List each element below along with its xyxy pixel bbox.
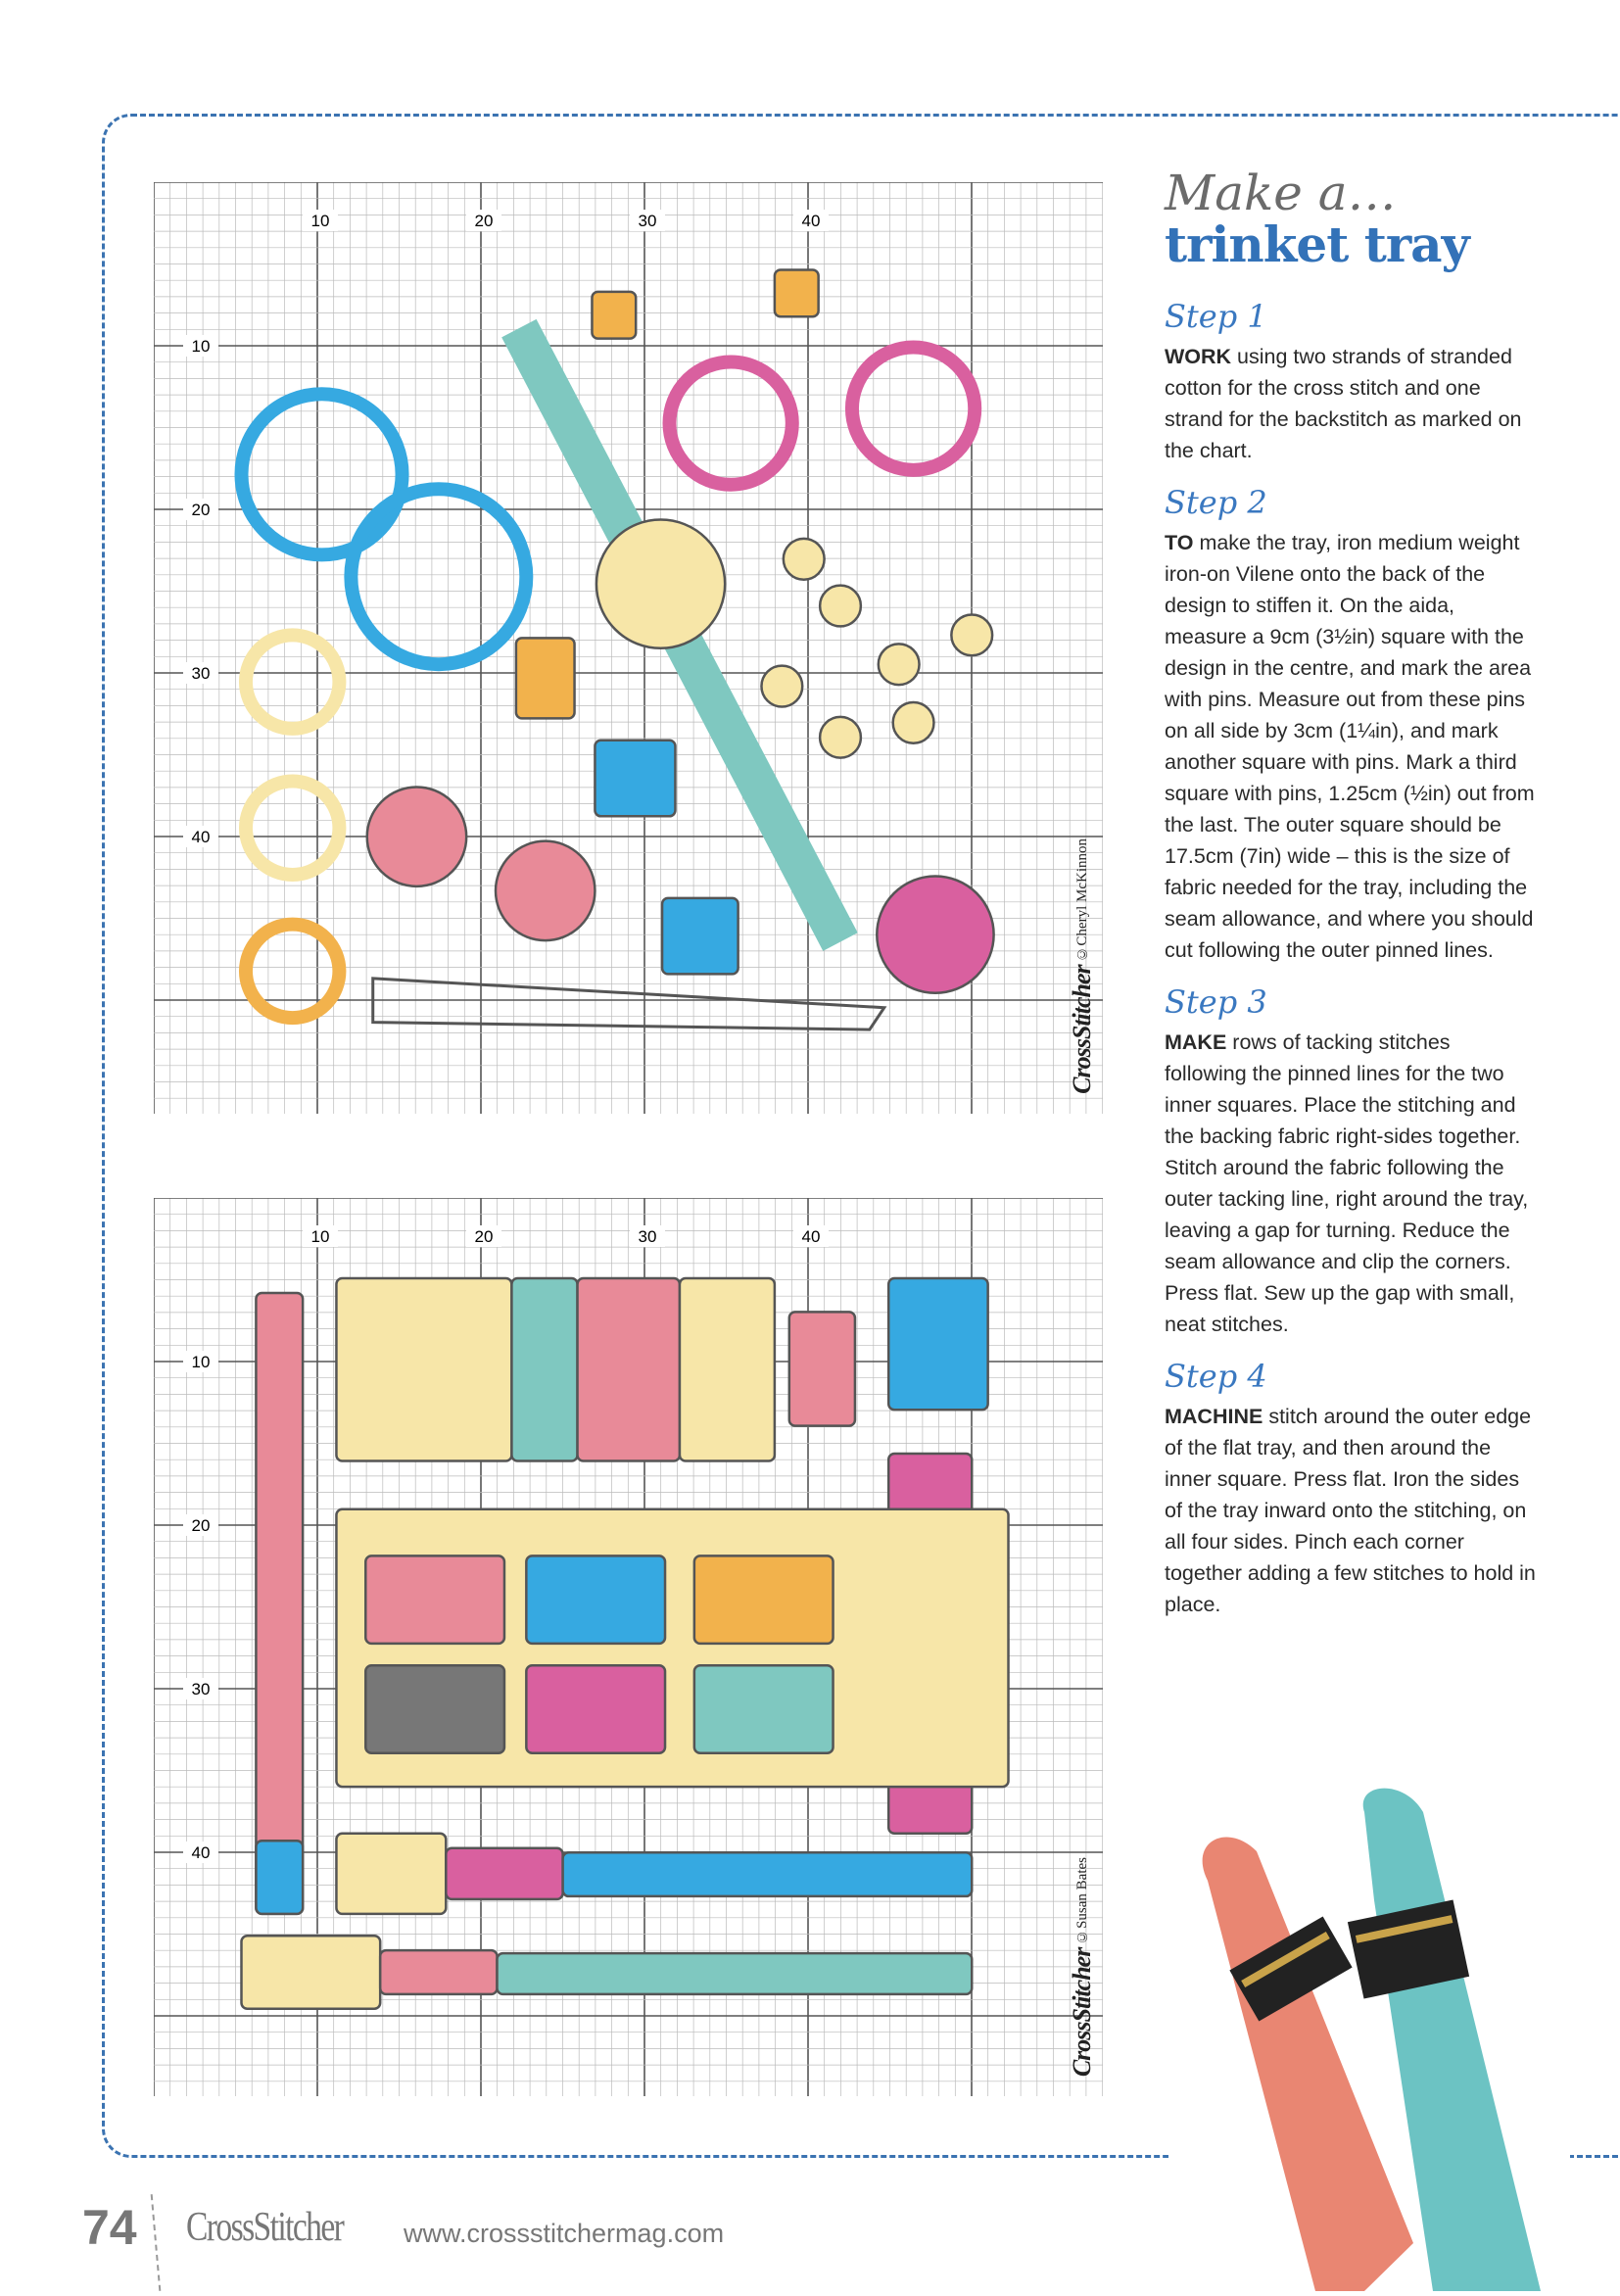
yellow-bead bbox=[820, 586, 861, 627]
brush-2-ferrule bbox=[380, 1950, 497, 1994]
y-tick-label: 40 bbox=[191, 1843, 211, 1862]
orange-star bbox=[592, 292, 636, 339]
x-tick-label: 10 bbox=[310, 1227, 330, 1246]
palette-pad-grey bbox=[365, 1665, 504, 1752]
step-4 bbox=[1165, 1358, 1537, 1620]
brush-2-handle bbox=[498, 1953, 973, 1994]
step-text: WORK using two strands of stranded cotton for the cross stitch and one strand for the backstitch as marked on the chart. bbox=[1165, 345, 1522, 462]
blue-ring bbox=[241, 394, 402, 554]
orange-ring bbox=[246, 925, 339, 1018]
yellow-ring bbox=[246, 635, 339, 728]
x-tick-label: 20 bbox=[474, 1227, 494, 1246]
yellow-bead bbox=[879, 644, 920, 685]
x-tick-label: 10 bbox=[310, 212, 330, 230]
y-tick-label: 20 bbox=[191, 1516, 211, 1535]
footer-divider bbox=[151, 2194, 162, 2291]
x-tick-label: 40 bbox=[801, 212, 821, 230]
x-tick-label: 30 bbox=[638, 212, 657, 230]
blue-bow bbox=[888, 1278, 987, 1410]
chart-2-grid bbox=[154, 1198, 1103, 2096]
yellow-bead bbox=[784, 539, 825, 580]
palette-pad-magenta bbox=[526, 1665, 665, 1752]
step-2 bbox=[1165, 484, 1537, 966]
brush-1-handle bbox=[563, 1852, 973, 1896]
instructions-column bbox=[1165, 167, 1537, 1638]
pink-horseshoe bbox=[852, 348, 975, 470]
brush-1-bristles bbox=[336, 1834, 446, 1914]
blue-bell bbox=[662, 898, 739, 975]
brush-2-bristles bbox=[241, 1936, 380, 2009]
cross-stitch-chart-1 bbox=[154, 182, 1103, 1114]
yellow-bead bbox=[951, 614, 992, 655]
y-tick-label: 40 bbox=[191, 828, 211, 846]
embroidery-threads-photo bbox=[1168, 1783, 1570, 2291]
y-tick-label: 20 bbox=[191, 501, 211, 519]
chart-1-credit: CrossStitcher ©Cheryl McKinnon bbox=[1068, 838, 1096, 1094]
pink-pencil bbox=[256, 1293, 303, 1914]
step-1 bbox=[1165, 298, 1537, 466]
step-heading: Step 1 bbox=[1165, 298, 1267, 335]
x-tick-label: 30 bbox=[638, 1227, 657, 1246]
bottle-pink bbox=[578, 1278, 680, 1460]
blue-bell bbox=[595, 741, 675, 817]
palette-pad-orange bbox=[694, 1555, 834, 1643]
yellow-ring bbox=[246, 782, 339, 875]
bottle-teal bbox=[511, 1278, 577, 1460]
step-heading: Step 3 bbox=[1165, 983, 1267, 1021]
palette-pad-pink bbox=[365, 1555, 504, 1643]
cross-stitch-chart-2 bbox=[154, 1198, 1103, 2096]
step-3 bbox=[1165, 983, 1537, 1340]
yellow-bead bbox=[820, 717, 861, 758]
step-heading: Step 4 bbox=[1165, 1358, 1267, 1395]
blue-ring bbox=[351, 489, 526, 664]
pink-horseshoe bbox=[669, 361, 791, 484]
pink-spoon bbox=[877, 876, 993, 992]
bottle-neck bbox=[680, 1278, 775, 1460]
y-tick-label: 30 bbox=[191, 1680, 211, 1698]
step-text: TO make the tray, iron medium weight iron-on Vilene onto the back of the design to stiffen it. On the aida, measure a 9cm (3½in) square with the design in the centre, and mark the area with pins. Measure out from these pins on all side by 3cm (1¼in), and mark another square with pins. Mark a third square with pins, 1.25cm (½in) out from the last. The outer square should be 17.5cm (7in) wide – this is the size of fabric needed for the tray, including the seam allowance, and where you should cut following the outer pinned lines. bbox=[1165, 531, 1535, 962]
bottle-cap bbox=[789, 1312, 855, 1425]
magazine-logo: CrossStitcher bbox=[186, 2205, 344, 2250]
palette-pad-blue bbox=[526, 1555, 665, 1643]
page-number: 74 bbox=[82, 2200, 137, 2255]
yellow-clock bbox=[596, 520, 725, 648]
bottle-yellow bbox=[336, 1278, 511, 1460]
step-heading: Step 2 bbox=[1165, 484, 1267, 521]
pink-bottle bbox=[496, 841, 595, 940]
y-tick-label: 10 bbox=[191, 1353, 211, 1371]
x-tick-label: 20 bbox=[474, 212, 494, 230]
y-tick-label: 10 bbox=[191, 337, 211, 356]
yellow-bead bbox=[761, 666, 802, 707]
chart-1-grid bbox=[154, 182, 1103, 1114]
pencil-blue-end bbox=[256, 1841, 303, 1914]
step-text: MAKE rows of tacking stitches following the pinned lines for the two inner squares. Place the stitching and the backing fabric right-sides together. Stitch around the fabric following the outer tacking line, right around the tray, leaving a gap for turning. Reduce the seam allowance and clip the corners. Press flat. Sew up the gap with small, neat stitches. bbox=[1165, 1030, 1529, 1336]
article-kicker: Make a… bbox=[1165, 165, 1397, 221]
orange-star bbox=[775, 269, 819, 316]
x-tick-label: 40 bbox=[801, 1227, 821, 1246]
magazine-url[interactable]: www.crossstitchermag.com bbox=[404, 2219, 725, 2248]
brush-1-ferrule bbox=[446, 1848, 562, 1899]
y-tick-label: 30 bbox=[191, 664, 211, 683]
palette-pad-teal bbox=[694, 1665, 834, 1752]
pink-bottle bbox=[367, 787, 466, 885]
orange-heart bbox=[516, 638, 575, 718]
article-title: trinket tray bbox=[1165, 215, 1469, 273]
chart-2-credit: CrossStitcher ©Susan Bates bbox=[1068, 1856, 1096, 2077]
yellow-bead bbox=[893, 702, 934, 743]
step-text: MACHINE stitch around the outer edge of the flat tray, and then around the inner square. Press flat. Iron the sides of the tray inward onto the stitching, on all four sides. Pinch each corner together adding a few stitches to hold in place. bbox=[1165, 1405, 1536, 1616]
